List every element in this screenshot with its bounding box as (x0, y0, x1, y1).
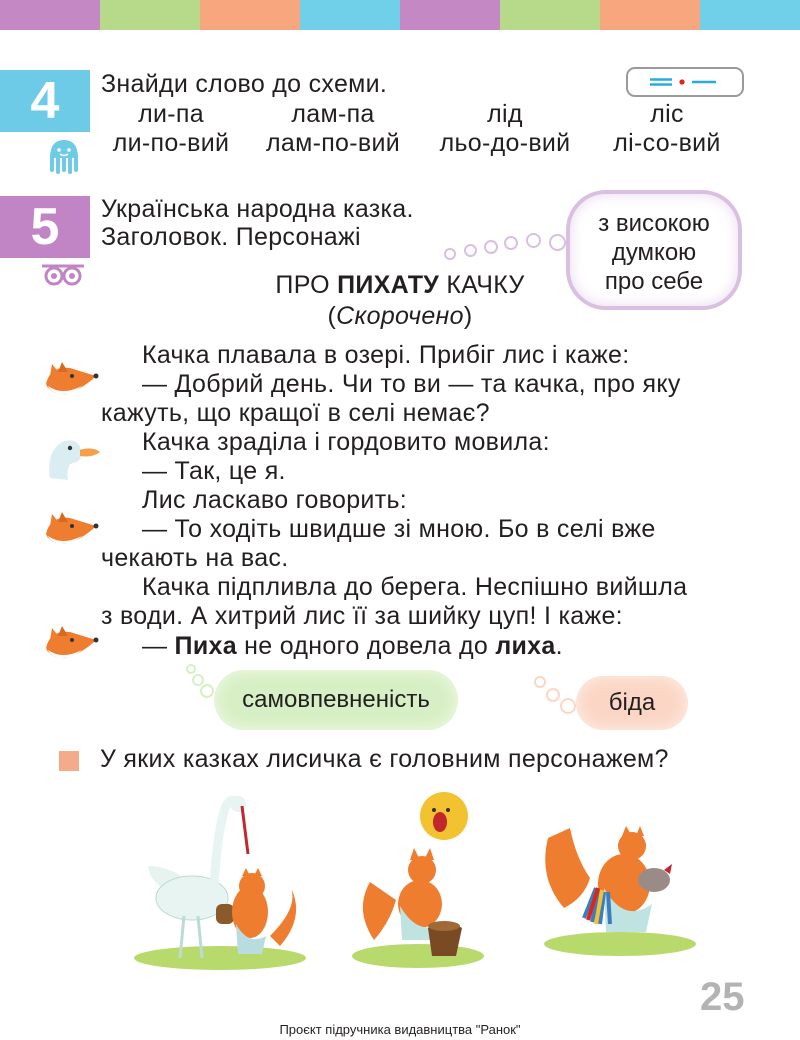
story-line: чекають на вас. (101, 544, 289, 572)
title-part: ПРО (275, 271, 338, 299)
bold-word-pyha: Пиха (174, 632, 237, 660)
thought-dot (526, 233, 541, 248)
thought-dot (186, 664, 196, 674)
subtitle-paren: ) (463, 302, 473, 330)
line-middle: не одного довела до (236, 632, 496, 660)
bar-segment (200, 0, 300, 30)
story-title (130, 270, 670, 300)
top-color-bar (0, 0, 800, 30)
task-5-intro-line-1: Українська народна казка. (101, 195, 414, 223)
bar-segment (500, 0, 600, 30)
story-line: Лис ласкаво говорить: (142, 486, 408, 514)
story-line: Качка зраділа і гордовито мовила: (142, 428, 550, 456)
fox-and-rooster-illustration (540, 808, 700, 956)
bar-segment (0, 0, 100, 30)
story-line-final (142, 631, 563, 661)
question-marker (59, 751, 79, 771)
period: . (555, 632, 563, 660)
thought-dot (549, 234, 566, 251)
owl-eyes-icon (40, 262, 86, 286)
word-lampovyi: лам-по-вий (266, 129, 400, 157)
word-lipa: ли-па (138, 100, 204, 128)
duck-head-icon (44, 432, 102, 482)
story-line: з води. А хитрий лис її за шийку цуп! І каже: (101, 602, 623, 630)
word-lid: лід (487, 100, 523, 128)
word-lisovyi: лі-со-вий (613, 129, 721, 157)
fox-head-icon (42, 360, 102, 400)
thought-dot (504, 236, 518, 250)
task-4-instruction: Знайди слово до схеми. (101, 70, 388, 98)
thought-dot (200, 684, 214, 698)
task-5-intro-line-2: Заголовок. Персонажі (101, 223, 361, 251)
bubble-line: думкою (611, 239, 697, 266)
thought-bubble-confidence: самовпевненість (214, 670, 458, 730)
fox-and-crane-illustration (130, 786, 310, 970)
task-4-number: 4 (0, 70, 90, 132)
fox-and-kolobok-illustration (350, 790, 486, 968)
bar-segment (400, 0, 500, 30)
story-line: Качка підпливла до берега. Неспішно вийшла (142, 573, 688, 601)
story-line: — Добрий день. Чи то ви — та качка, про яку (142, 370, 681, 398)
bar-segment (600, 0, 700, 30)
subtitle-paren: ( (327, 302, 337, 330)
bar-segment (700, 0, 800, 30)
page-number: 25 (700, 975, 745, 1019)
story-subtitle (130, 301, 670, 331)
title-bold-word: ПИХАТУ (337, 271, 440, 299)
question-text: У яких казках лисичка є головним персонажем? (100, 745, 669, 773)
title-part: КАЧКУ (439, 271, 525, 299)
bubble-line: про себе (604, 268, 704, 295)
bubble-line: з високою (598, 210, 710, 237)
scheme-icon (628, 69, 742, 95)
word-lampa: лам-па (291, 100, 375, 128)
subtitle-note: Скорочено (336, 302, 464, 330)
story-line: Качка плавала в озері. Прибіг лис і каже: (142, 341, 630, 369)
dash: — (142, 632, 175, 660)
thought-dot (546, 688, 560, 702)
thought-dot (464, 244, 477, 257)
jellyfish-icon (44, 136, 84, 176)
task-5-number: 5 (0, 196, 90, 258)
fox-head-icon (42, 510, 102, 550)
bar-segment (100, 0, 200, 30)
story-line: — То ходіть швидше зі мною. Бо в селі вже (142, 515, 656, 543)
story-line: кажуть, що кращої в селі немає? (101, 399, 490, 427)
thought-dot (484, 240, 498, 254)
thought-dot (444, 248, 456, 260)
word-lis: ліс (650, 100, 684, 128)
bold-word-lyha: лиха (495, 632, 556, 660)
word-scheme (626, 67, 744, 97)
bar-segment (300, 0, 400, 30)
word-lypovyi: ли-по-вий (112, 129, 230, 157)
fox-head-icon (42, 624, 102, 664)
story-line: — Так, це я. (142, 457, 286, 485)
word-lodovyi: льо-до-вий (439, 129, 571, 157)
thought-dot (560, 698, 576, 714)
thought-bubble-trouble: біда (576, 676, 688, 730)
footer-note: Проєкт підручника видавництва "Ранок" (279, 1022, 521, 1037)
thought-dot (534, 676, 546, 688)
